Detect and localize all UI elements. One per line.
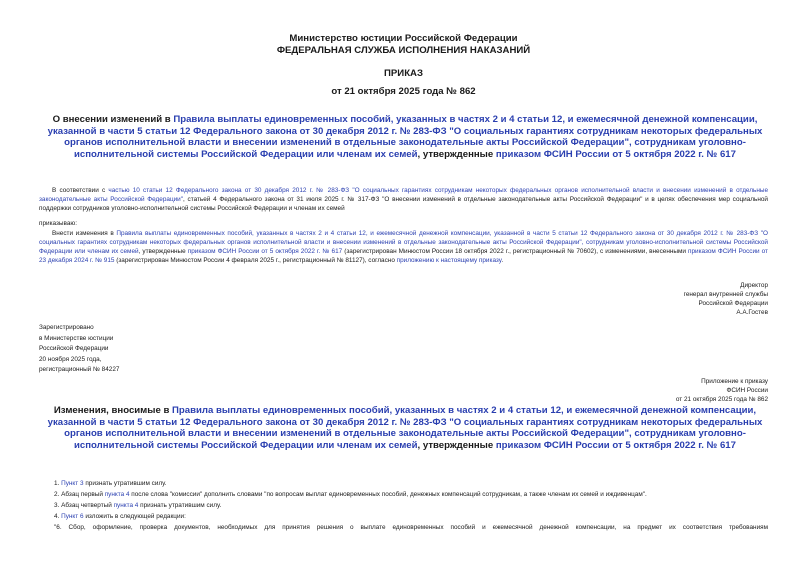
preamble-law-link[interactable]: частью 10 статьи 12 Федерального закона от 30 декабря 2012 г. № 283-ФЗ "О социальных гарантиях сотрудникам некоторых федеральных органов исполнительной власти и внесении изменений в отдельные законодательные акты Российской Федерации" bbox=[39, 187, 769, 203]
prikazyvayu: приказываю: bbox=[39, 220, 77, 227]
list-item bbox=[54, 512, 186, 521]
preamble-text-2: , статьей 4 Федерального закона от 31 июля 2025 г. № 317-ФЗ "О внесении изменений в отдельные законодательные акты Российской Федерации" bbox=[183, 196, 643, 203]
item-2-link[interactable]: пункта 4 bbox=[104, 491, 130, 498]
body-paragraph bbox=[39, 229, 768, 265]
list-item bbox=[54, 501, 221, 510]
item-3-link[interactable]: пункта 4 bbox=[113, 502, 139, 509]
title-order-link[interactable]: приказом ФСИН России от 5 октября 2022 г. № 617 bbox=[495, 148, 736, 160]
preamble-text-1: В соответствии с bbox=[52, 187, 109, 194]
reg-line-2: в Министерстве юстиции bbox=[39, 334, 114, 342]
title-rules-link[interactable]: Правила выплаты единовременных пособий, указанных в частях 2 и 4 статьи 12, и ежемесячной денежной компенсации, указанной в части 5 статьи 12 Федерального закона от 30 декабря 2012 г. № 283-ФЗ "О социальных гарантиях сотрудникам некоторых федеральных органов исполнительной власти и внесении изменений в отдельные законодательные акты Российской Федерации", сотрудникам уголовно-исполнительной системы Российской Федерации или членам их семей bbox=[47, 114, 763, 160]
item-1-text: признать утратившим силу. bbox=[83, 480, 167, 487]
body-text-5: . bbox=[501, 257, 504, 264]
item-4-num: 4. bbox=[54, 513, 62, 520]
service-name: ФЕДЕРАЛЬНАЯ СЛУЖБА ИСПОЛНЕНИЯ НАКАЗАНИЙ bbox=[276, 45, 531, 56]
title-prefix: О внесении изменений в bbox=[52, 114, 174, 125]
title-mid: , утвержденные bbox=[417, 148, 496, 160]
item-1-num: 1. bbox=[54, 480, 62, 487]
appendix-caption bbox=[676, 377, 768, 404]
item-1-link[interactable]: Пункт 3 bbox=[61, 480, 84, 487]
ministry-name: Министерство юстиции Российской Федерации bbox=[289, 33, 518, 44]
item-2-text: после слова "комиссии" дополнить словами "по вопросам выплат единовременных пособий, денежных компенсаций сотрудникам, а также членам их семей и иждивенцам". bbox=[129, 491, 647, 498]
body-text-3: (зарегистрирован Минюстом России 18 октября 2022 г., регистрационный № 70602), с изменениями, внесенными bbox=[342, 248, 688, 255]
signer-rank: генерал внутренней службы bbox=[683, 291, 768, 298]
body-rules-link[interactable]: Правила выплаты единовременных пособий, указанных в частях 2 и 4 статьи 12, и ежемесячной денежной компенсации, указанной в части 5 статьи 12 Федерального закона от 30 декабря 2012 г. № 283-ФЗ "О социальных гарантиях сотрудникам некоторых федеральных органов исполнительной власти и внесении изменений в отдельные законодательные акты Российской Федерации", сотрудникам уголовно-исполнительной системы Российской Федерации или членам их семей bbox=[39, 230, 768, 255]
body-order-915-link[interactable]: приказом ФСИН России от 23 декабря 2024 г. № 915 bbox=[39, 248, 768, 264]
body-text-2: , утвержденные bbox=[138, 248, 188, 255]
body-appendix-link[interactable]: приложению к настоящему приказу bbox=[396, 257, 502, 264]
changes-title bbox=[44, 405, 766, 451]
signer-name: А.А.Гостев bbox=[736, 309, 768, 316]
doc-date-number: от 21 октября 2025 года № 862 bbox=[331, 86, 476, 97]
signer-title: Директор bbox=[740, 282, 768, 289]
doc-title bbox=[44, 114, 766, 160]
item-3-pre: 3. Абзац четвертый bbox=[54, 502, 114, 509]
list-item bbox=[54, 479, 167, 488]
item-4-text: изложить в следующей редакции: bbox=[83, 513, 186, 520]
reg-line-3: Российской Федерации bbox=[39, 345, 109, 352]
body-text-1: Внести изменения в bbox=[52, 230, 117, 237]
item-2-pre: 2. Абзац первый bbox=[54, 491, 105, 498]
signer-org: Российской Федерации bbox=[698, 300, 768, 307]
item-4-link[interactable]: Пункт 6 bbox=[61, 513, 84, 520]
quoted-paragraph: "6. Сбор, оформление, проверка документов, необходимых для принятия решения о выплате единовременных пособий и ежемесячной денежной компенсации, на предмет их соответствия требованиям bbox=[54, 524, 768, 531]
preamble-text-3: и в целях обеспечения мер социальной поддержки сотрудников уголовно-исполнительной системы Российской Федерации и членам их семей bbox=[39, 196, 768, 212]
reg-line-5: регистрационный № 84227 bbox=[39, 366, 120, 373]
appendix-line-3: от 21 октября 2025 года № 862 bbox=[675, 396, 768, 403]
changes-title-mid: , утвержденные bbox=[417, 439, 496, 451]
item-3-text: признать утратившим силу. bbox=[138, 502, 222, 509]
changes-title-order-link[interactable]: приказом ФСИН России от 5 октября 2022 г. № 617 bbox=[495, 439, 736, 451]
list-item bbox=[54, 490, 647, 499]
changes-title-prefix: Изменения, вносимые в bbox=[53, 405, 173, 416]
changes-title-rules-link[interactable]: Правила выплаты единовременных пособий, указанных в частях 2 и 4 статьи 12, и ежемесячной денежной компенсации, указанной в части 5 статьи 12 Федерального закона от 30 декабря 2012 г. № 283-ФЗ "О социальных гарантиях сотрудникам некоторых федеральных органов исполнительной власти и внесении изменений в отдельные законодательные акты Российской Федерации", сотрудникам уголовно-исполнительной системы Российской Федерации или членам их семей bbox=[47, 405, 763, 451]
reg-line-4: 20 ноября 2025 года, bbox=[39, 355, 102, 363]
appendix-line-1: Приложение к приказу bbox=[701, 378, 768, 385]
signature-block bbox=[684, 281, 768, 317]
preamble-paragraph bbox=[39, 186, 768, 213]
body-text-4: (зарегистрирован Минюстом России 4 февраля 2025 г., регистрационный № 81127), согласно bbox=[114, 257, 397, 264]
doc-type: ПРИКАЗ bbox=[384, 68, 423, 79]
registration-block bbox=[39, 323, 119, 376]
reg-line-1: Зарегистрировано bbox=[39, 324, 94, 331]
body-order-617-link[interactable]: приказом ФСИН России от 5 октября 2022 г. № 617 bbox=[187, 248, 343, 255]
appendix-line-2: ФСИН России bbox=[726, 387, 768, 394]
